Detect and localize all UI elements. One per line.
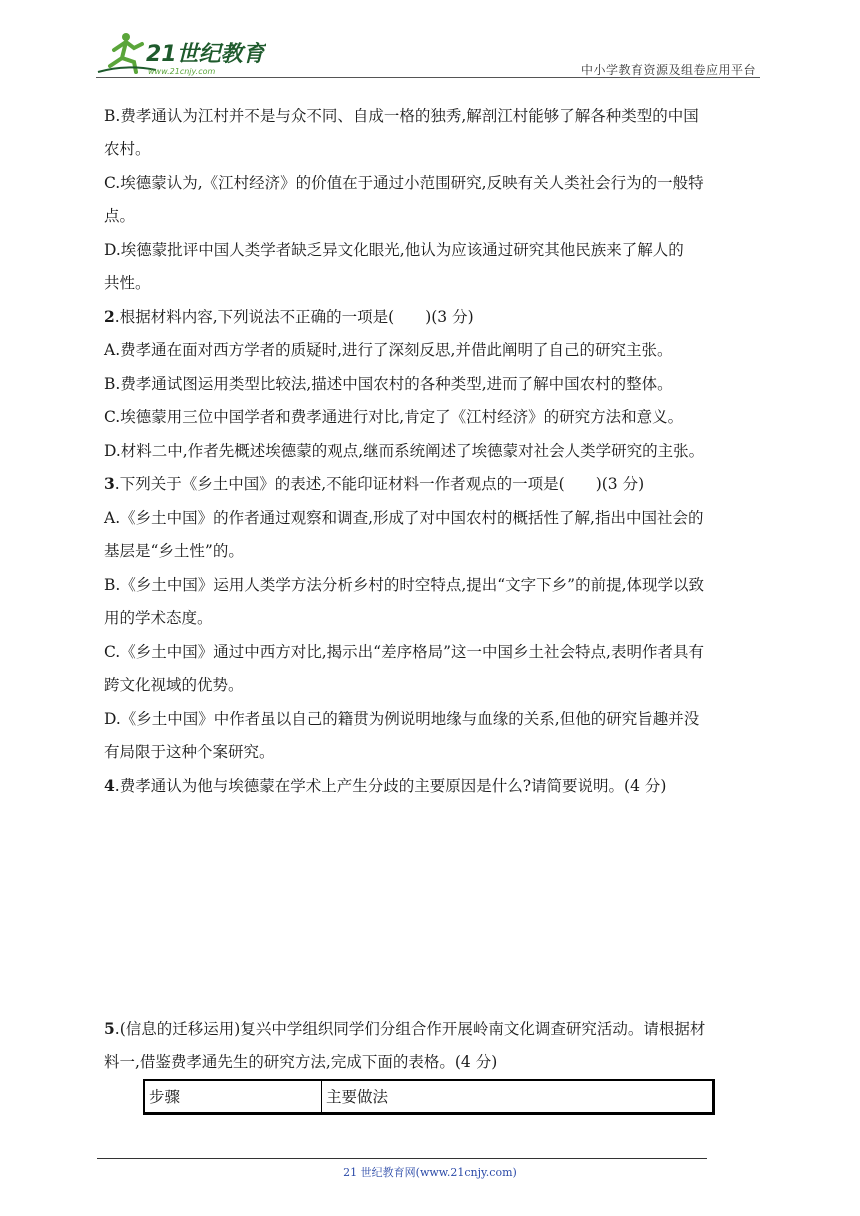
question-2-stem: 2.根据材料内容,下列说法不正确的一项是( )(3 分) bbox=[104, 307, 474, 326]
text-line: B.《乡土中国》运用人类学方法分析乡村的时空特点,提出“文字下乡”的前提,体现学以致 bbox=[104, 576, 705, 594]
text-line: C.埃德蒙认为,《江村经济》的价值在于通过小范围研究,反映有关人类社会行为的一般特 bbox=[104, 174, 704, 192]
text-line: B.费孝通试图运用类型比较法,描述中国农村的各种类型,进而了解中国农村的整体。 bbox=[104, 375, 673, 393]
question-4-stem: 4.费孝通认为他与埃德蒙在学术上产生分歧的主要原因是什么?请简要说明。(4 分) bbox=[104, 776, 667, 795]
table-header-method: 主要做法 bbox=[326, 1088, 389, 1106]
text-line: 基层是“乡土性”的。 bbox=[104, 542, 244, 560]
header-divider bbox=[96, 77, 760, 78]
21cnjy-logo bbox=[96, 28, 266, 78]
text-line: A.《乡土中国》的作者通过观察和调查,形成了对中国农村的概括性了解,指出中国社会的 bbox=[104, 509, 704, 527]
text-line: D.《乡土中国》中作者虽以自己的籍贯为例说明地缘与血缘的关系,但他的研究旨趣并没 bbox=[104, 710, 700, 728]
text-line: 农村。 bbox=[104, 140, 151, 158]
text-line: C.埃德蒙用三位中国学者和费孝通进行对比,肯定了《江村经济》的研究方法和意义。 bbox=[104, 408, 684, 426]
page-header bbox=[96, 28, 760, 78]
text-line: D.埃德蒙批评中国人类学者缺乏异文化眼光,他认为应该通过研究其他民族来了解人的 bbox=[104, 241, 684, 259]
text-line: A.费孝通在面对西方学者的质疑时,进行了深刻反思,并借此阐明了自己的研究主张。 bbox=[104, 341, 673, 359]
text-line: 跨文化视域的优势。 bbox=[104, 676, 244, 694]
table-header-step: 步骤 bbox=[145, 1081, 322, 1112]
text-line: D.材料二中,作者先概述埃德蒙的观点,继而系统阐述了埃德蒙对社会人类学研究的主张。 bbox=[104, 442, 705, 460]
text-line: 用的学术态度。 bbox=[104, 609, 213, 627]
footer-link[interactable]: 21 世纪教育网(www.21cnjy.com) bbox=[343, 1166, 517, 1179]
logo-url: www.21cnjy.com bbox=[148, 67, 216, 76]
platform-name: 中小学教育资源及组卷应用平台 bbox=[580, 63, 756, 77]
text-line: 有局限于这种个案研究。 bbox=[104, 743, 275, 761]
text-line: 料一,借鉴费孝通先生的研究方法,完成下面的表格。(4 分) bbox=[104, 1053, 498, 1071]
question-5-stem: 5.(信息的迁移运用)复兴中学组织同学们分组合作开展岭南文化调查研究活动。请根据材 bbox=[104, 1019, 706, 1038]
answer-table bbox=[143, 1079, 715, 1115]
text-line: 点。 bbox=[104, 207, 136, 225]
footer-divider bbox=[97, 1158, 707, 1159]
question-3-stem: 3.下列关于《乡土中国》的表述,不能印证材料一作者观点的一项是( )(3 分) bbox=[104, 474, 645, 493]
text-line: B.费孝通认为江村并不是与众不同、自成一格的独秀,解剖江村能够了解各种类型的中国 bbox=[104, 107, 699, 125]
text-line: 共性。 bbox=[104, 274, 151, 292]
logo-text: 21世纪教育 bbox=[146, 42, 265, 67]
text-line: C.《乡土中国》通过中西方对比,揭示出“差序格局”这一中国乡土社会特点,表明作者具有 bbox=[104, 643, 704, 661]
